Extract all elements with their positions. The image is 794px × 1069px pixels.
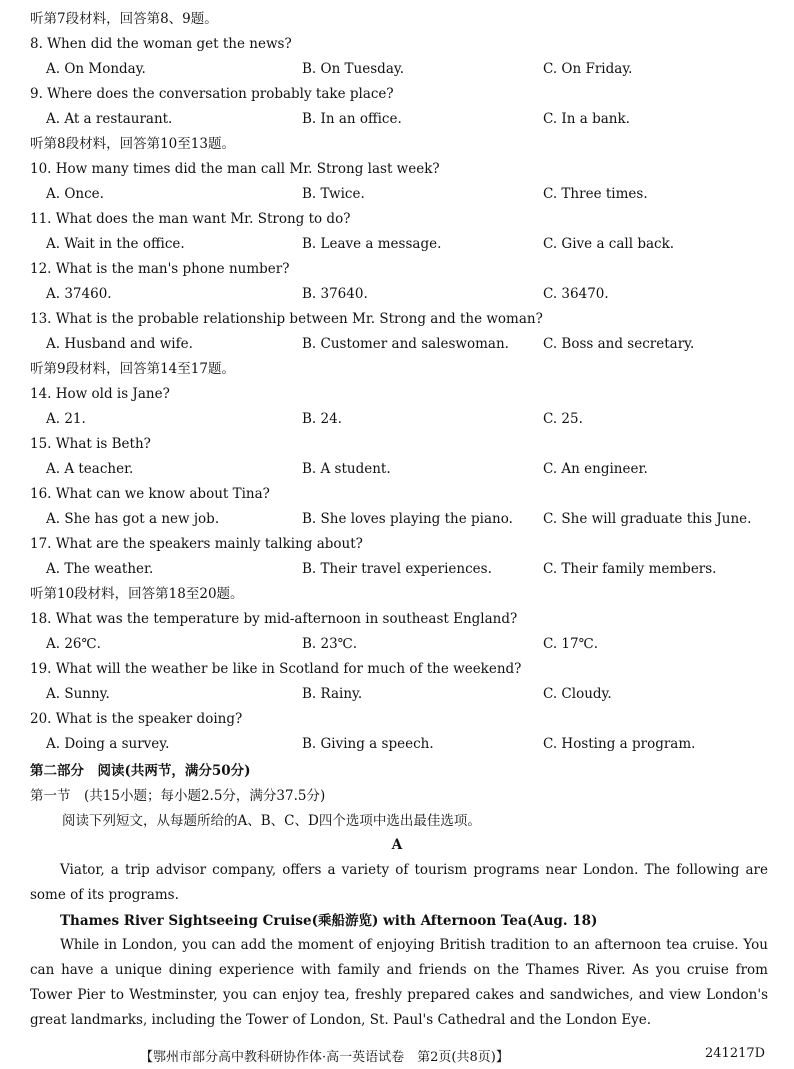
option-c: C. On Friday. xyxy=(543,61,633,77)
question-text: 19. What will the weather be like in Scotland for much of the weekend? xyxy=(30,661,522,677)
footer-code: 241217D xyxy=(705,1046,766,1061)
option-b: B. 23℃. xyxy=(302,636,358,652)
option-a: A. The weather. xyxy=(46,561,154,577)
option-a: A. Sunny. xyxy=(46,686,110,702)
section-heading: 听第10段材料，回答第18至20题。 xyxy=(30,586,244,602)
option-c: C. Boss and secretary. xyxy=(543,336,695,352)
option-c: C. Cloudy. xyxy=(543,686,612,702)
section-one-heading: 第一节 (共15小题；每小题2.5分，满分37.5分) xyxy=(30,788,326,804)
option-c: C. 17℃. xyxy=(543,636,599,652)
question-text: 8. When did the woman get the news? xyxy=(30,36,292,52)
option-b: B. She loves playing the piano. xyxy=(302,511,513,527)
option-c: C. She will graduate this June. xyxy=(543,511,752,527)
option-a: A. Wait in the office. xyxy=(46,236,185,252)
section-heading: 听第7段材料，回答第8、9题。 xyxy=(30,11,218,27)
option-a: A. 37460. xyxy=(46,286,112,302)
part-two-title: 第二部分 阅读(共两节，满分50分) xyxy=(30,763,251,779)
option-c: C. Hosting a program. xyxy=(543,736,696,752)
option-a: A. She has got a new job. xyxy=(46,511,220,527)
question-text: 16. What can we know about Tina? xyxy=(30,486,270,502)
question-text: 12. What is the man's phone number? xyxy=(30,261,290,277)
option-a: A. Once. xyxy=(46,186,104,202)
reading-instruction: 阅读下列短文，从每题所给的A、B、C、D四个选项中选出最佳选项。 xyxy=(62,813,481,829)
question-text: 15. What is Beth? xyxy=(30,436,151,452)
question-text: 13. What is the probable relationship between Mr. Strong and the woman? xyxy=(30,311,543,327)
option-b: B. In an office. xyxy=(302,111,402,127)
option-b: B. Leave a message. xyxy=(302,236,442,252)
option-b: B. Giving a speech. xyxy=(302,736,434,752)
option-b: B. On Tuesday. xyxy=(302,61,404,77)
option-a: A. Husband and wife. xyxy=(46,336,193,352)
passage-letter: A xyxy=(391,837,403,853)
option-a: A. 21. xyxy=(46,411,86,427)
option-c: C. Three times. xyxy=(543,186,648,202)
option-b: B. A student. xyxy=(302,461,391,477)
passage-intro: Viator, a trip advisor company, offers a variety of tourism programs near London. The following are some of its programs. xyxy=(30,862,768,903)
question-text: 11. What does the man want Mr. Strong to do? xyxy=(30,211,351,227)
option-a: A. At a restaurant. xyxy=(46,111,173,127)
option-b: B. Twice. xyxy=(302,186,365,202)
option-c: C. An engineer. xyxy=(543,461,648,477)
question-text: 18. What was the temperature by mid-afternoon in southeast England? xyxy=(30,611,518,627)
option-a: A. A teacher. xyxy=(46,461,134,477)
option-b: B. Rainy. xyxy=(302,686,363,702)
option-c: C. In a bank. xyxy=(543,111,630,127)
option-a: A. Doing a survey. xyxy=(46,736,170,752)
option-c: C. 25. xyxy=(543,411,583,427)
option-a: A. 26℃. xyxy=(46,636,101,652)
option-a: A. On Monday. xyxy=(46,61,146,77)
option-b: B. 37640. xyxy=(302,286,368,302)
option-b: B. Their travel experiences. xyxy=(302,561,492,577)
option-b: B. Customer and saleswoman. xyxy=(302,336,509,352)
section-heading: 听第8段材料，回答第10至13题。 xyxy=(30,136,235,152)
option-b: B. 24. xyxy=(302,411,342,427)
option-c: C. Their family members. xyxy=(543,561,717,577)
question-text: 9. Where does the conversation probably take place? xyxy=(30,86,394,102)
program-title: Thames River Sightseeing Cruise(乘船游览) with Afternoon Tea(Aug. 18) xyxy=(60,913,598,929)
option-c: C. 36470. xyxy=(543,286,609,302)
section-heading: 听第9段材料，回答第14至17题。 xyxy=(30,361,235,377)
program-description: While in London, you can add the moment of enjoying British tradition to an afternoon tea cruise. You can have a unique dining experience with family and friends on the Thames River. As you cruise from Tower Pier to Westminster, you can enjoy tea, freshly prepared cakes and sandwiches, and view London's great landmarks, including the Tower of London, St. Paul's Cathedral and the London Eye. xyxy=(30,937,768,1028)
question-text: 17. What are the speakers mainly talking about? xyxy=(30,536,363,552)
question-text: 20. What is the speaker doing? xyxy=(30,711,243,727)
option-c: C. Give a call back. xyxy=(543,236,675,252)
question-text: 10. How many times did the man call Mr. Strong last week? xyxy=(30,161,440,177)
footer-page-info: 【鄂州市部分高中教科研协作体·高一英语试卷 第2页(共8页)】 xyxy=(140,1050,509,1065)
question-text: 14. How old is Jane? xyxy=(30,386,170,402)
